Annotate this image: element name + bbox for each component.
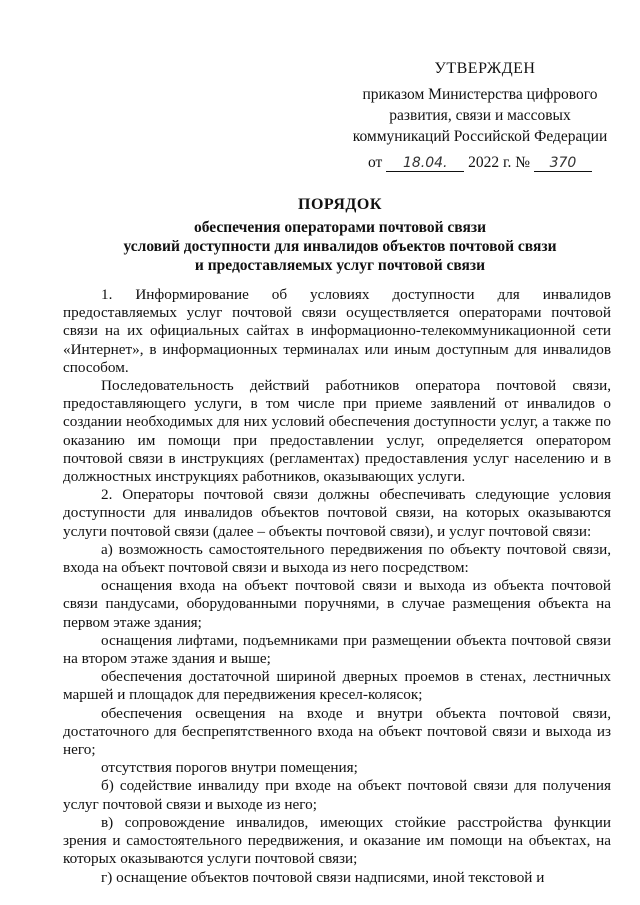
approval-heading: УТВЕРЖДЕН	[434, 60, 536, 77]
title-line: и предоставляемых услуг почтовой связи	[194, 257, 486, 274]
paragraph: 1. Информирование об условиях доступности для инвалидов предоставляемых услуг почтовой связи осуществляется операторами почтовой связи на их официальных сайтах в информационно-телекоммуникационной сети «Интернет», в информационных терминалах или иным доступным для инвалидов способом.	[63, 286, 611, 376]
paragraph: г) оснащение объектов почтовой связи надписями, иной текстовой и	[101, 868, 545, 886]
paragraph: Последовательность действий работников оператора почтовой связи, предоставляющего услуги, в том числе при приеме заявлений от инвалидов о создании необходимых для них условий обеспечения доступности услуг, а также по оказанию им помощи при предоставлении услуг, определяется оператором почтовой связи в инструкциях (регламентах) предоставления услуг населению и в должностных инструкциях работников, оказывающих услуги.	[63, 377, 611, 486]
approval-line: приказом Министерства цифрового	[362, 86, 598, 103]
paragraph: а) возможность самостоятельного передвижения по объекту почтовой связи, входа на объект почтовой связи и выхода из него посредством:	[63, 540, 611, 577]
approval-line: развития, связи и массовых	[389, 107, 571, 124]
paragraph: б) содействие инвалиду при входе на объект почтовой связи для получения услуг почтовой связи и выходе из него;	[63, 777, 611, 813]
paragraph: оснащения лифтами, подъемниками при размещении объекта почтовой связи на втором этаже здания и выше;	[63, 631, 611, 668]
handwritten-date: 18.04.	[386, 155, 464, 172]
date-prefix: от	[368, 154, 383, 171]
paragraph: в) сопровождение инвалидов, имеющих стойкие расстройства функции зрения и самостоятельного передвижения, и оказание им помощи на объектах, на которых оказываются услуги почтовой связи;	[63, 813, 611, 868]
title-line: условий доступности для инвалидов объектов почтовой связи	[123, 238, 557, 255]
title-main: ПОРЯДОК	[298, 196, 382, 213]
paragraph: оснащения входа на объект почтовой связи и выхода из объекта почтовой связи пандусами, оборудованными поручнями, в случае размещения объекта на первом этаже здания;	[63, 577, 611, 631]
document-body	[63, 286, 611, 887]
title-line: обеспечения операторами почтовой связи	[193, 219, 487, 236]
paragraph: 2. Операторы почтовой связи должны обеспечивать следующие условия доступности для инвалидов объектов почтовой связи, на которых оказываются услуги почтовой связи (далее – объекты почтовой связи), и услуг почтовой связи:	[63, 486, 611, 540]
paragraph: обеспечения достаточной шириной дверных проемов в стенах, лестничных маршей и площадок для передвижения кресел-колясок;	[63, 668, 611, 704]
approval-stamp-block	[340, 58, 620, 173]
paragraph: отсутствия порогов внутри помещения;	[101, 759, 358, 777]
paragraph: обеспечения освещения на входе и внутри объекта почтовой связи, достаточного для беспрепятственного входа на объект почтовой связи и выхода из него;	[63, 704, 611, 759]
document-title	[60, 195, 620, 275]
handwritten-order-number: 370	[534, 155, 592, 172]
approval-date-line	[340, 152, 620, 173]
year-number-label: 2022 г. №	[468, 154, 531, 171]
approval-line: коммуникаций Российской Федерации	[352, 128, 608, 145]
